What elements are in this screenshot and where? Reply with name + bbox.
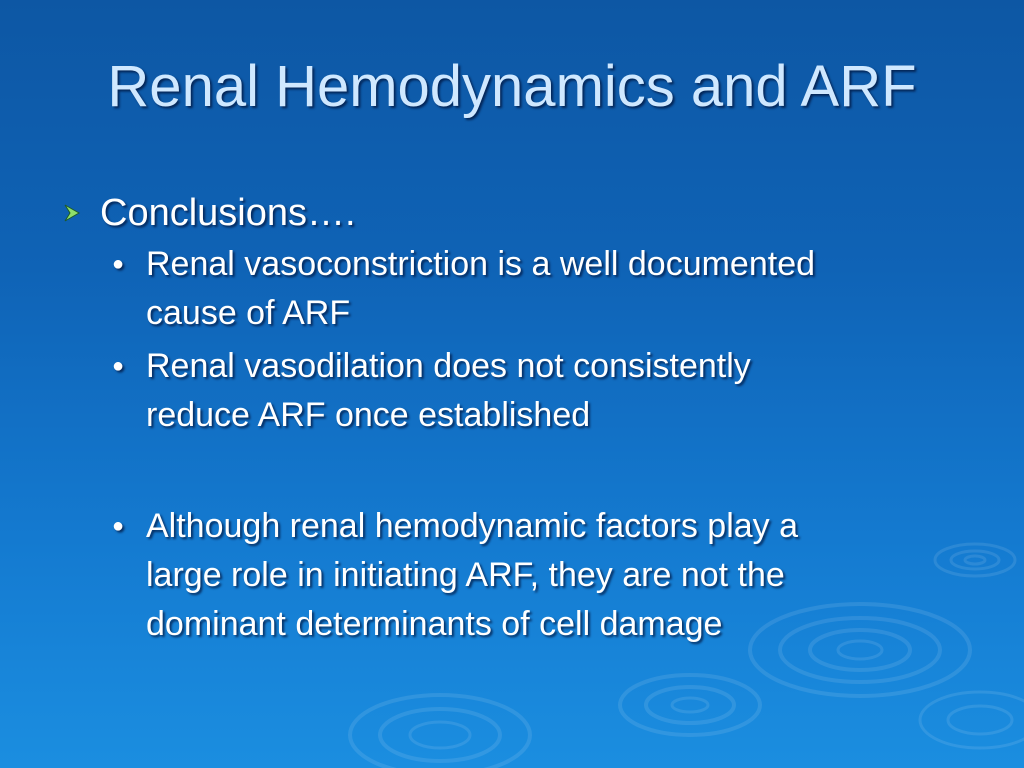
bullet-text-line: Renal vasoconstriction is a well documented — [146, 245, 816, 283]
slide-title: Renal Hemodynamics and ARF — [107, 54, 917, 119]
bullet-dot-icon: ● — [112, 515, 125, 537]
bullet-text-line: Although renal hemodynamic factors play a — [146, 507, 799, 545]
slide-body — [62, 190, 962, 649]
chevron-right-icon — [62, 190, 100, 236]
bullet-text-line: cause of ARF — [146, 294, 351, 332]
bullet-point — [112, 502, 962, 649]
bullet-dot-icon: ● — [112, 355, 125, 377]
bullet-text — [146, 502, 946, 649]
bullet-text-line: dominant determinants of cell damage — [146, 605, 723, 643]
heading-bullet-item — [62, 190, 962, 236]
bullet-point — [112, 240, 962, 338]
bullet-text-line: Renal vasodilation does not consistently — [146, 347, 751, 385]
bullet-text-line: reduce ARF once established — [146, 396, 591, 434]
bullet-text — [146, 342, 946, 440]
bullet-dot-icon: ● — [112, 253, 125, 275]
bullet-point — [112, 342, 962, 440]
bullet-text-line: large role in initiating ARF, they are not the — [146, 556, 785, 594]
heading-bullet-text: Conclusions…. — [100, 192, 356, 234]
bullet-text — [146, 240, 946, 338]
